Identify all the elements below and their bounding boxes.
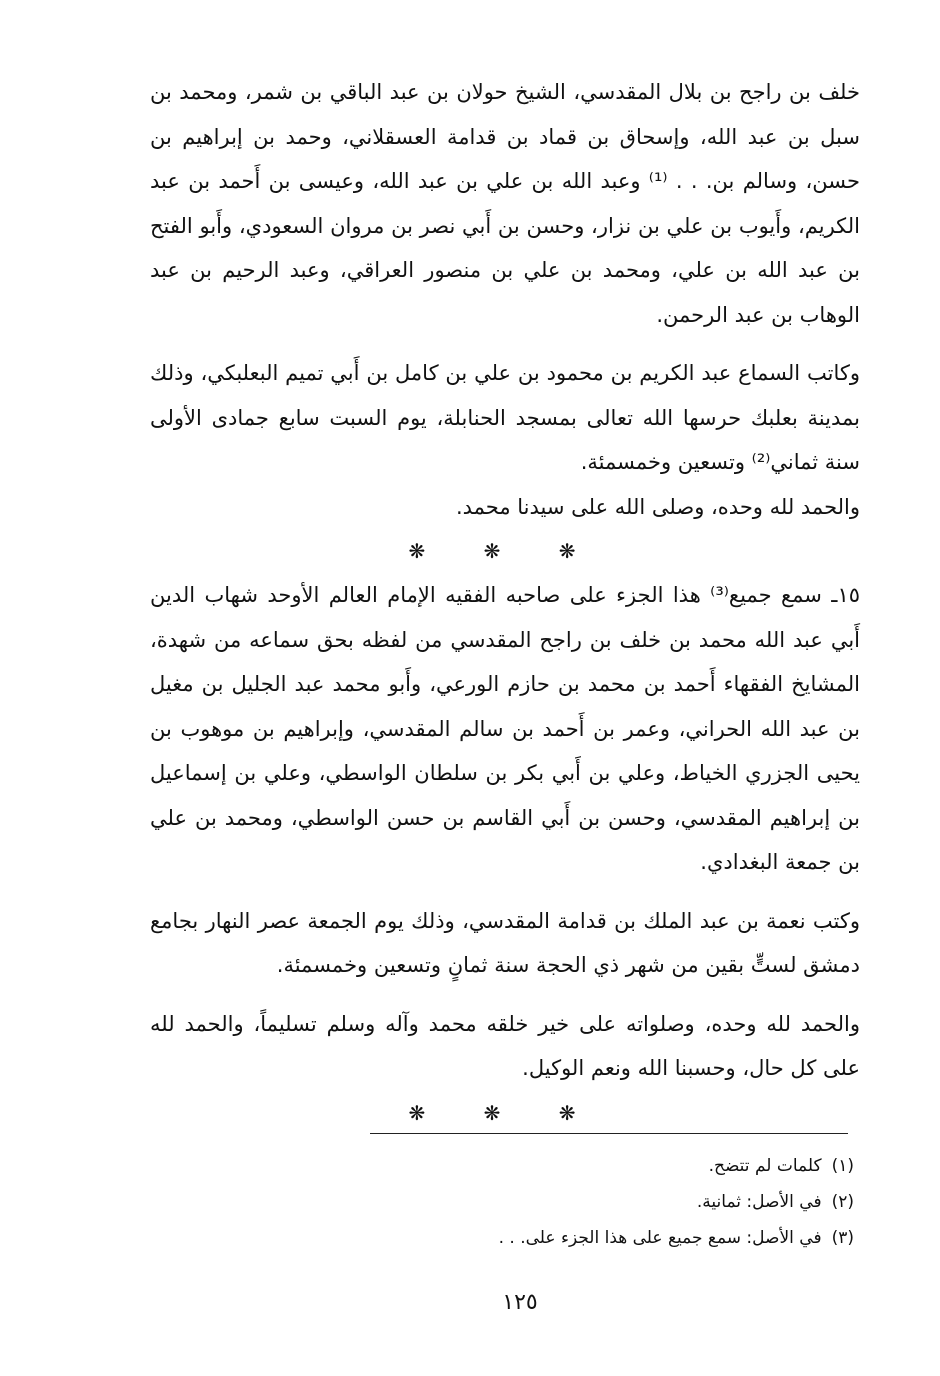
paragraph-6: والحمد لله وحده، وصلواته على خير خلقه محمد وآله وسلم تسليماً، والحمد لله على كل حال، وحسبنا الله ونعم الوكيل. <box>150 1011 860 1080</box>
footnote-text: في الأصل: ثمانية. <box>696 1192 822 1212</box>
footnote-number: (١) <box>831 1156 854 1176</box>
page-body <box>150 70 860 1135</box>
paragraph-3: والحمد لله وحده، وصلى الله على سيدنا محمد. <box>455 494 860 519</box>
footnote-3 <box>374 1220 854 1256</box>
paragraph-1: خلف بن راجح بن بلال المقدسي، الشيخ حولان بن عبد الباقي بن شمر، ومحمد بن سبل بن عبد الله، وإسحاق بن قماد بن قدامة العسقلاني، وحمد بن إبراهيم بن حسن، وسالم بن. . . ⁽¹⁾ وعبد الله بن علي بن عبد الله، وعيسى بن أَحمد بن عبد الكريم، وأَيوب بن علي بن نزار، وحسن بن أَبي نصر بن مروان السعودي، وأَبو الفتح بن عبد الله بن علي، ومحمد بن علي بن منصور العراقي، وعبد الرحيم بن عبد الوهاب بن عبد الرحمن. <box>150 80 860 327</box>
footnote-number: (٣) <box>831 1228 854 1248</box>
footnote-text: في الأصل: سمع جميع على هذا الجزء على. . . <box>498 1228 822 1248</box>
footnote-number: (٢) <box>831 1192 854 1212</box>
footnotes <box>374 1148 854 1256</box>
footnote-text: كلمات لم تتضح. <box>708 1156 822 1176</box>
footnote-1 <box>374 1148 854 1184</box>
paragraph-4: ١٥ـ سمع جميع⁽³⁾ هذا الجزء على صاحبه الفقيه الإمام العالم الأوحد شهاب الدين أَبي عبد الله محمد بن خلف بن راجح المقدسي من لفظه بحق سماعه من شهدة، المشايخ الفقهاء أَحمد بن محمد بن حازم الورعي، وأَبو محمد عبد الجليل بن مغيل بن عبد الله الحراني، وعمر بن أَحمد بن سالم المقدسي، وإبراهيم بن موهوب بن يحيى الجزري الخياط، وعلي بن أَبي بكر بن سلطان الواسطي، وعلي بن إسماعيل بن إبراهيم المقدسي، وحسن بن أَبي القاسم بن حسن الواسطي، ومحمد بن علي بن جمعة البغدادي. <box>150 583 860 874</box>
section-separator: ❋ ❋ ❋ <box>408 539 602 563</box>
page-number: ١٢٥ <box>502 1290 538 1315</box>
paragraph-2: وكاتب السماع عبد الكريم بن محمود بن علي بن كامل بن أَبي تميم البعلبكي، وذلك بمدينة بعلبك حرسها الله تعالى بمسجد الحنابلة، يوم السبت سابع جمادى الأولى سنة ثماني⁽²⁾ وتسعين وخمسمئة. <box>150 361 860 474</box>
footnote-divider <box>370 1133 848 1134</box>
section-separator-end: ❋ ❋ ❋ <box>408 1100 602 1125</box>
footnote-2 <box>374 1184 854 1220</box>
paragraph-5: وكتب نعمة بن عبد الملك بن قدامة المقدسي، وذلك يوم الجمعة عصر النهار بجامع دمشق لستٍّ بقين من شهر ذي الحجة سنة ثمانٍ وتسعين وخمسمئة. <box>150 908 860 977</box>
